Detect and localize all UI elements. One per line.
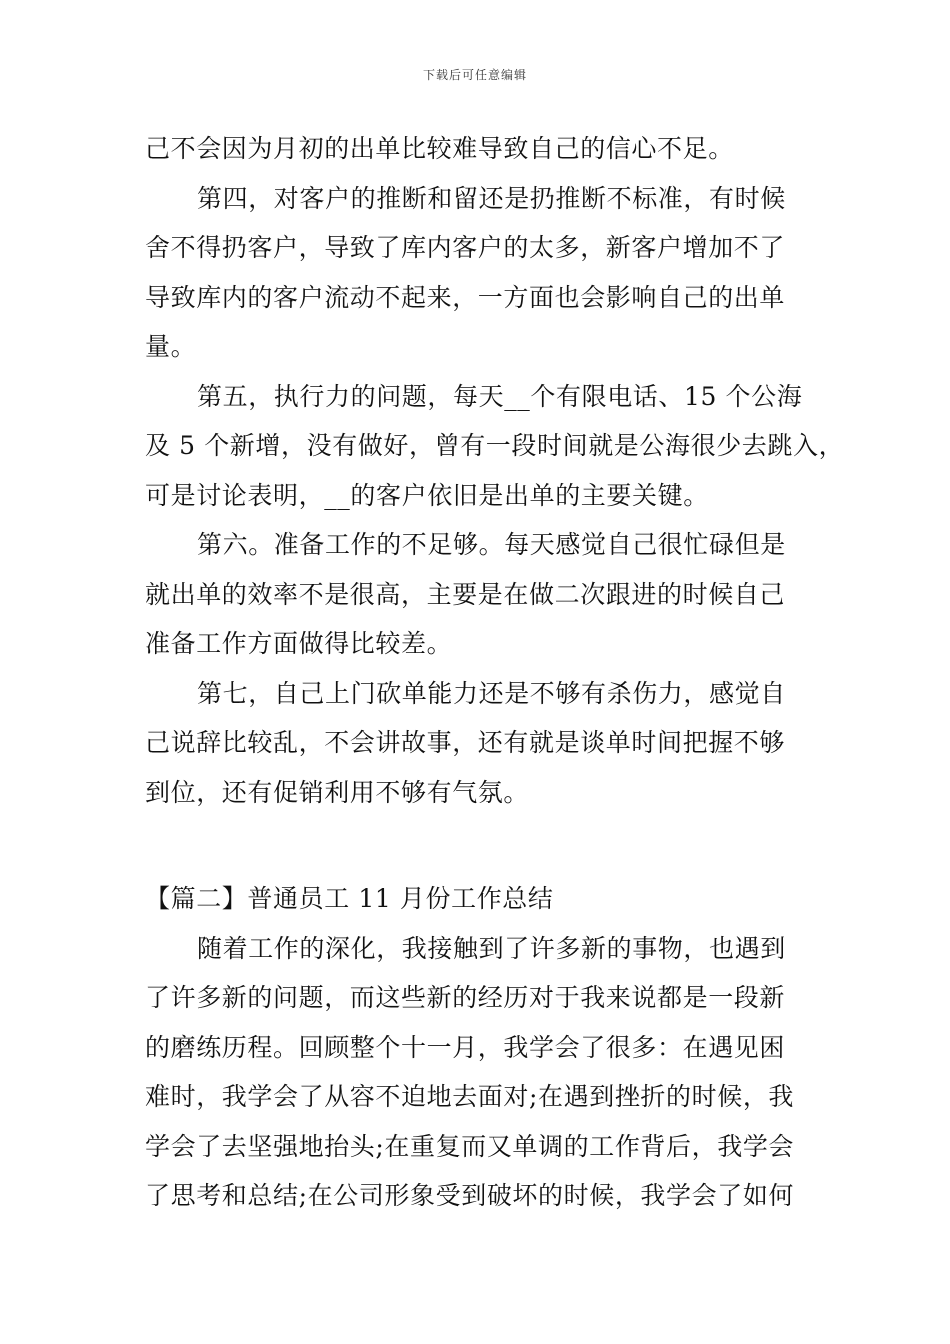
text-line: 第四，对客户的推断和留还是扔推断不标准，有时候 <box>197 183 786 213</box>
paragraph-continuation <box>145 124 815 174</box>
text-line: 到位，还有促销利用不够有气氛。 <box>145 777 530 807</box>
text-line: 及 5 个新增，没有做好，曾有一段时间就是公海很少去跳入， <box>145 431 845 460</box>
text-line: 随着工作的深化，我接触到了许多新的事物，也遇到 <box>197 933 786 963</box>
text-line: 了许多新的问题，而这些新的经历对于我来说都是一段新 <box>145 983 786 1012</box>
text-line: 己不会因为月初的出单比较难导致自己的信心不足。 <box>145 134 734 163</box>
text-line: 第六。准备工作的不足够。每天感觉自己很忙碌但是 <box>197 530 786 559</box>
text-line: 第五，执行力的问题，每天__个有限电话、15 个公海 <box>197 381 803 411</box>
paragraph-point-five <box>145 372 845 521</box>
text-line: 可是讨论表明，__的客户依旧是出单的主要关键。 <box>145 480 709 510</box>
text-line: 难时，我学会了从容不迫地去面对;在遇到挫折的时候，我 <box>145 1082 795 1111</box>
paragraph-point-seven <box>145 669 815 818</box>
document-body <box>145 124 845 1221</box>
text-line: 第七，自己上门砍单能力还是不够有杀伤力，感觉自 <box>197 678 786 708</box>
page-header-note: 下载后可任意编辑 <box>422 68 527 82</box>
text-line: 导致库内的客户流动不起来，一方面也会影响自己的出单 <box>145 282 786 312</box>
text-line: 量。 <box>145 332 197 361</box>
text-line: 舍不得扔客户，导致了库内客户的太多，新客户增加不了 <box>145 233 786 262</box>
text-line: 的磨练历程。回顾整个十一月，我学会了很多：在遇见困 <box>145 1032 786 1062</box>
paragraph-point-four <box>145 174 815 372</box>
text-line: 己说辞比较乱，不会讲故事，还有就是谈单时间把握不够 <box>145 728 786 757</box>
section-heading: 【篇二】普通员工 11 月份工作总结 <box>145 884 554 913</box>
section-spacer <box>145 817 815 874</box>
paragraph-point-six <box>145 520 815 669</box>
text-line: 学会了去坚强地抬头;在重复而又单调的工作背后，我学会 <box>145 1131 795 1161</box>
text-line: 准备工作方面做得比较差。 <box>145 629 453 658</box>
text-line: 了思考和总结;在公司形象受到破坏的时候，我学会了如何 <box>145 1181 795 1210</box>
section-two <box>145 874 815 1221</box>
text-line: 就出单的效率不是很高，主要是在做二次跟进的时候自己 <box>145 579 786 609</box>
